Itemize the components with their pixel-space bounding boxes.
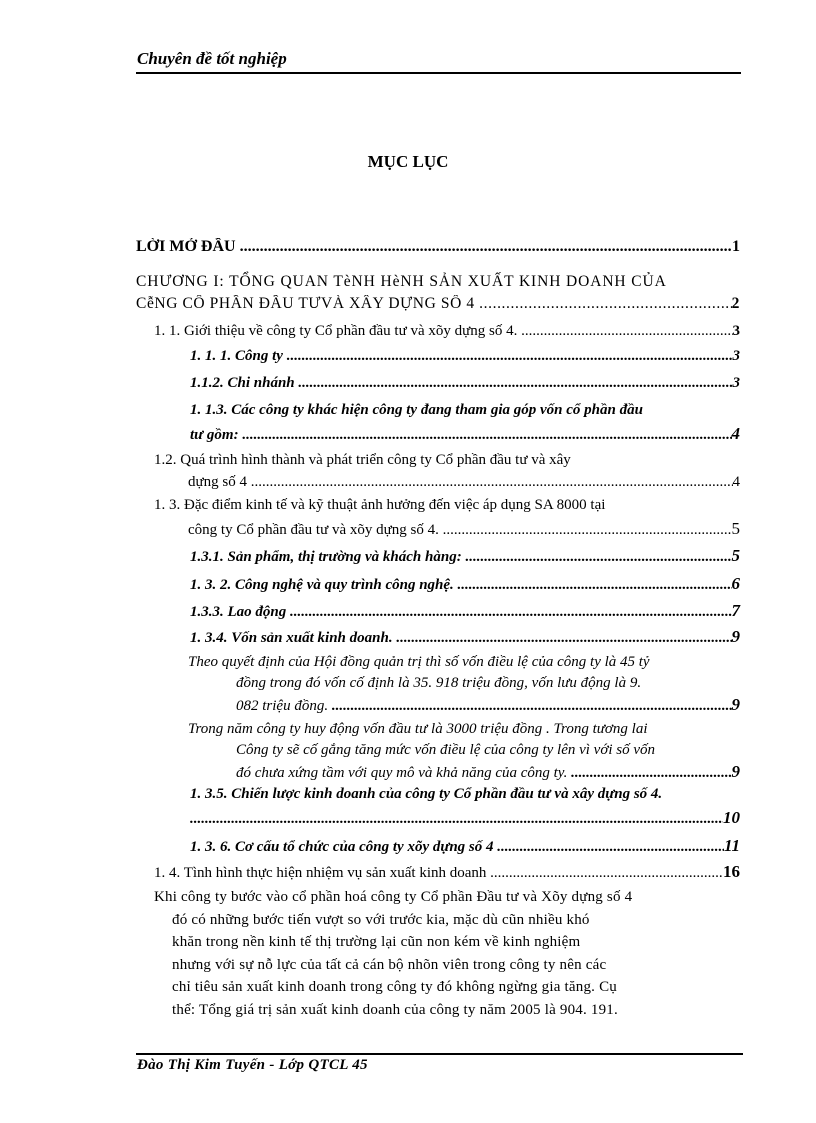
toc-page: 9: [731, 762, 740, 781]
toc-entry-1-4[interactable]: [154, 862, 740, 882]
toc-entry-1-3-cont: [188, 519, 740, 539]
toc-page: 3: [732, 375, 740, 391]
toc-entry-1-3-5[interactable]: [190, 786, 740, 803]
toc-page: 11: [723, 836, 740, 855]
toc-entry-1-3-5-cont: [190, 808, 740, 828]
toc-label-line1: Theo quyết định của Hội đồng quản trị thì số vốn điều lệ của công ty là 45 tỷ: [188, 654, 650, 670]
footer-author: Đào Thị Kim Tuyến - Lớp QTCL 45: [137, 1057, 368, 1073]
toc-label-line1: 1. 1.3. Các công ty khác hiện công ty đang tham gia góp vốn cổ phần đầu: [190, 402, 643, 418]
toc-page: 10: [723, 808, 740, 827]
toc-page: 2: [731, 295, 740, 312]
toc-page: 3: [732, 348, 740, 364]
header-rule: [136, 72, 741, 74]
toc-label-line2: công ty Cổ phần đầu tư và xõy dựng số 4.: [188, 522, 439, 538]
toc-entry-chapter1[interactable]: [136, 273, 740, 291]
toc-label: 1. 3.5. Chiến lược kinh doanh của công ty Cổ phần đầu tư và xây dựng số 4.: [190, 786, 663, 802]
paragraph-line: chỉ tiêu sản xuất kinh doanh trong công ty đó không ngừng gia tăng. Cụ: [172, 979, 617, 995]
toc-label: LỜI MỞ ĐẦU: [136, 238, 236, 255]
toc-label: 1.3.3. Lao động: [190, 604, 287, 620]
toc-entry-1-1[interactable]: [154, 323, 740, 340]
footer-rule: [136, 1053, 743, 1055]
toc-entry-1-1-2[interactable]: [190, 375, 740, 392]
toc-page: 5: [731, 519, 740, 538]
paragraph-line: đó có những bước tiến vượt so với trước kia, mặc dù cũn nhiều khó: [172, 911, 590, 928]
toc-label: 1.1.2. Chi nhánh: [190, 375, 295, 391]
toc-label-line3-row: [188, 694, 740, 717]
toc-page: 4: [731, 424, 740, 443]
toc-label-line2: Công ty sẽ cố gắng tăng mức vốn điều lệ của công ty lên vì với số vốn: [236, 742, 655, 758]
toc-entry-1-2[interactable]: [154, 452, 740, 469]
toc-label: 1. 1. Giới thiệu về công ty Cổ phần đầu tư và xõy dựng số 4.: [154, 323, 518, 339]
paragraph-line: thể: Tổng giá trị sản xuất kinh doanh của công ty năm 2005 là 904. 191.: [172, 1001, 618, 1018]
paragraph-line: nhưng với sự nỗ lực của tất cả cán bộ nhõn viên trong công ty nên các: [172, 956, 607, 973]
toc-entry-chapter1-cont: [136, 295, 740, 313]
toc-page: 1: [732, 238, 740, 255]
toc-entry-1-1-3[interactable]: [190, 402, 740, 419]
toc-entry-1-1-1[interactable]: [190, 348, 740, 365]
body-paragraph: [154, 886, 740, 1021]
toc-entry-1-3-3[interactable]: [190, 601, 740, 621]
page-title: MỤC LỤC: [367, 152, 449, 171]
toc-entry-1-3-2[interactable]: [190, 574, 740, 594]
toc-label: 1.3.1. Sản phẩm, thị trường và khách hàng:: [190, 549, 462, 565]
paragraph-line: Khi công ty bước vào cổ phần hoá công ty Cổ phần Đầu tư và Xõy dựng số 4: [154, 889, 633, 905]
toc-entry-1-3-6[interactable]: [190, 836, 740, 856]
toc-label-line2: CễNG CỔ PHẦN ĐẦU TƯVÀ XÂY DỰNG SỐ 4: [136, 295, 475, 312]
toc-page: 6: [731, 574, 740, 593]
toc-label-line1: 1.2. Quá trình hình thành và phát triển công ty Cổ phần đầu tư và xây: [154, 452, 571, 468]
toc-entry-1-2-cont: [188, 474, 740, 491]
toc-label-line2: đồng trong đó vốn cố định là 35. 918 triệu đồng, vốn lưu động là 9.: [236, 675, 642, 691]
toc-label-line1: CHƯƠNG I: TỔNG QUAN TèNH HèNH SẢN XUẤT KINH DOANH CỦA: [136, 273, 667, 290]
toc-entry-intro[interactable]: [136, 238, 740, 256]
toc-page: 5: [731, 546, 740, 565]
toc-label-line1: 1. 3. Đặc điểm kinh tế và kỹ thuật ảnh hưởng đến việc áp dụng SA 8000 tại: [154, 497, 606, 513]
header-title: Chuyên đề tốt nghiệp: [137, 49, 287, 68]
toc-label-line1: Trong năm công ty huy động vốn đầu tư là 3000 triệu đồng . Trong tương lai: [188, 721, 648, 737]
paragraph-line: khăn trong nền kinh tế thị trường lại cũn non kém về kinh nghiệm: [172, 934, 581, 950]
toc-entry-1-1-3-cont: [190, 424, 740, 444]
toc-page: 16: [723, 862, 740, 881]
toc-page: 9: [731, 695, 740, 714]
toc-label: 1. 4. Tình hình thực hiện nhiệm vụ sản xuất kinh doanh: [154, 865, 487, 881]
toc-entry-1-3-1[interactable]: [190, 546, 740, 566]
toc-page: 4: [732, 474, 740, 490]
toc-label: 1. 3. 6. Cơ cấu tổ chức của công ty xõy dựng số 4: [190, 839, 494, 855]
toc-entry-1-3[interactable]: [154, 497, 740, 514]
toc-page: 7: [731, 601, 740, 620]
toc-label: 1. 3.4. Vốn sản xuất kinh doanh.: [190, 630, 393, 646]
toc-label: 1. 1. 1. Công ty: [190, 348, 283, 364]
toc-page: 9: [731, 627, 740, 646]
toc-label-line3-row: [188, 761, 740, 784]
toc-label-line3: 082 triệu đồng.: [236, 698, 329, 714]
toc-entry-huy-dong-von[interactable]: [188, 719, 740, 784]
toc-label-line3: đó chưa xứng tầm với quy mô và khả năng của công ty.: [236, 765, 568, 781]
toc-entry-von-dieu-le[interactable]: [188, 652, 740, 717]
toc-label: 1. 3. 2. Công nghệ và quy trình công nghệ.: [190, 577, 454, 593]
toc-label-line2: tư gồm:: [190, 427, 239, 443]
toc-label-line2: dựng số 4: [188, 474, 247, 490]
toc-entry-1-3-4[interactable]: [190, 627, 740, 647]
toc-page: 3: [732, 323, 740, 339]
